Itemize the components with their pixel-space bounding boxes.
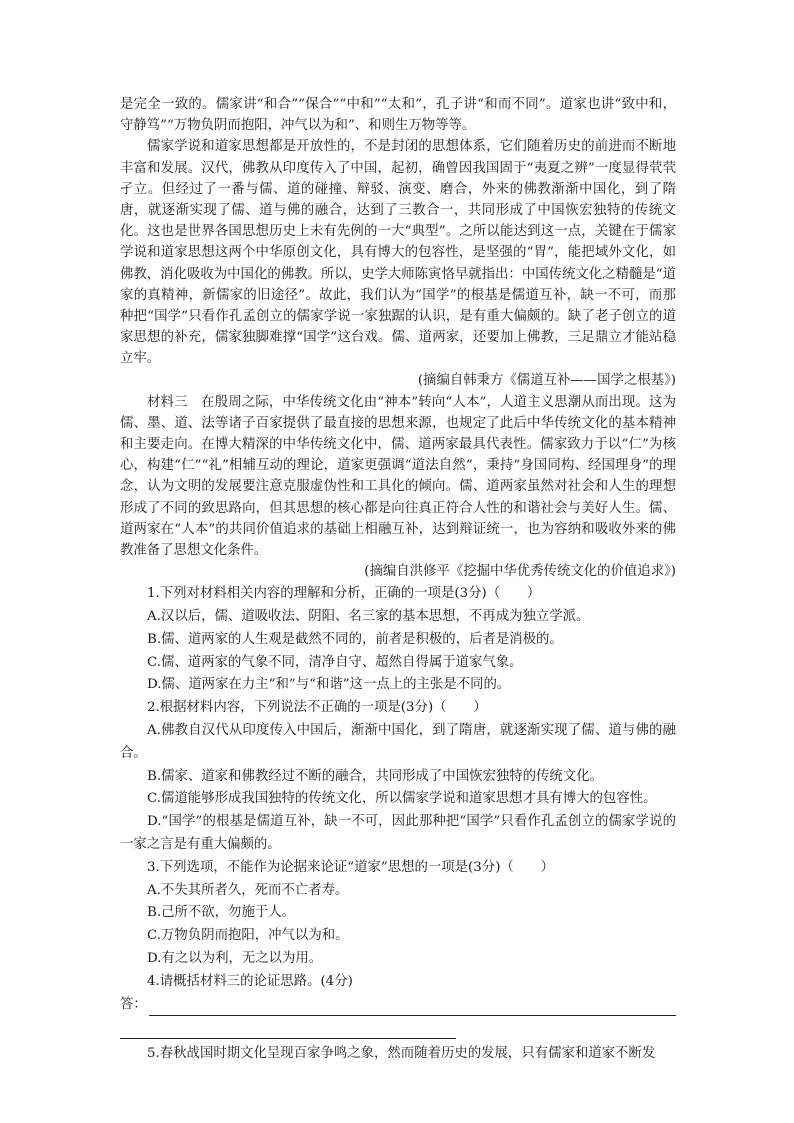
question-3-option-b[interactable]: B.己所不欲，勿施于人。 <box>147 905 296 921</box>
question-5 <box>120 1043 676 1066</box>
question-2 <box>120 697 676 857</box>
question-2-option-d[interactable]: D.“国学”的根基是儒道互补，缺一不可，因此那种把“国学”只看作孔孟创立的儒家学说的一家之言是有重大偏颇的。 <box>120 814 676 853</box>
question-3-option-d[interactable]: D.有之以为利，无之以为用。 <box>147 951 323 967</box>
material-three: 材料三 在殷周之际，中华传统文化由“神本”转向“人本”，人道主义思潮从而出现。这为儒、墨、道、法等诸子百家提供了最直接的思想来源，也规定了此后中华传统文化的基本精神和主要走向。在博大精深的中华传统文化中，儒、道两家最具代表性。儒家致力于以“仁”为核心，构建“仁”“礼”相辅互动的理论，道家更强调“道法自然”，秉持“身国同构、经国理身”的理念，认为文明的发展要注意克服虚伪性和工具化的倾向。儒、道两家虽然对社会和人生的理想形成了不同的致思路向，但其思想的核心都是向往真正符合人性的和谐社会与美好人生。儒、道两家在“人本”的共同价值追求的基础上相融互补，达到辩证统一，也为容纳和吸收外来的佛教准备了思想文化条件。 <box>120 394 676 559</box>
question-4-stem: 4.请概括材料三的论证思路。(4分) <box>147 973 353 989</box>
question-1-option-c[interactable]: C.儒、道两家的气象不同，清净自守、超然自得属于道家气象。 <box>147 654 523 670</box>
question-2-option-b[interactable]: B.儒家、道家和佛教经过不断的融合，共同形成了中国恢宏独特的传统文化。 <box>147 768 603 784</box>
question-1-option-b[interactable]: B.儒、道两家的人生观是截然不同的，前者是积极的，后者是消极的。 <box>147 631 563 647</box>
source-citation-2: (摘编自韩秉方《儒道互补——国学之根基》) <box>417 372 676 388</box>
answer-label: 答： <box>120 996 147 1012</box>
question-2-option-c[interactable]: C.儒道能够形成我国独特的传统文化，所以儒家学说和道家思想才具有博大的包容性。 <box>147 791 657 807</box>
question-4 <box>120 971 676 1039</box>
question-1-stem: 1.下列对材料相关内容的理解和分析，正确的一项是(3分)（ ） <box>147 586 541 602</box>
answer-area[interactable] <box>120 994 676 1016</box>
paragraph-2: 儒家学说和道家思想都是开放性的，不是封闭的思想体系，它们随着历史的前进而不断地丰富和发展。汉代，佛教从印度传入了中国，起初，确曾因我国固于“夷夏之辨”一度显得茕茕孑立。但经过了一番与儒、道的碰撞、辩驳、演变、磨合，外来的佛教渐渐中国化，到了隋唐，就逐渐实现了儒、道与佛的融合，达到了三教合一，共同形成了中国恢宏独特的传统文化。这也是世界各国思想历史上未有先例的一大“典型”。之所以能达到这一点，关键在于儒家学说和道家思想这两个中华原创文化，具有博大的包容性，是坚强的“胃”，能把域外文化，如佛教，消化吸收为中国化的佛教。所以，史学大师陈寅恪早就指出：中国传统文化之精髓是“道家的真精神，新儒家的旧途径”。故此，我们认为“国学”的根基是儒道互补，缺一不可，而那种把“国学”只看作孔孟创立的儒家学说一家独踞的认识，是有重大偏颇的。缺了老子创立的道家思想的补充，儒家独脚难撑“国学”这台戏。儒、道两家，还要加上佛教，三足鼎立才能站稳立牢。 <box>120 139 676 367</box>
question-5-stem: 5.春秋战国时期文化呈现百家争鸣之象，然而随着历史的发展，只有儒家和道家不断发 <box>147 1045 656 1061</box>
exam-page <box>120 94 676 1065</box>
question-3 <box>120 857 676 971</box>
question-1-option-d[interactable]: D.儒、道两家在力主“和”与“和谐”这一点上的主张是不同的。 <box>147 677 511 693</box>
question-2-stem: 2.根据材料内容，下列说法不正确的一项是(3分)（ ） <box>147 700 487 716</box>
question-1-option-a[interactable]: A.汉以后，儒、道吸收法、阴阳、名三家的基本思想，不再成为独立学派。 <box>147 609 590 625</box>
question-2-option-a[interactable]: A.佛教自汉代从印度传入中国后，渐渐中国化，到了隋唐，就逐渐实现了儒、道与佛的融合。 <box>120 723 676 761</box>
question-3-stem: 3.下列选项，不能作为论据来论证“道家”思想的一项是(3分)（ ） <box>147 859 554 875</box>
source-citation-3: (摘编自洪修平《挖掘中华优秀传统文化的价值追求》) <box>364 564 676 580</box>
answer-line[interactable] <box>149 1000 676 1016</box>
answer-line-short[interactable] <box>120 1016 456 1039</box>
question-3-option-a[interactable]: A.不失其所者久，死而不亡者寿。 <box>147 882 349 898</box>
paragraph-1: 是完全一致的。儒家讲“和合”“保合”“中和”“太和”，孔子讲“和而不同”。道家也讲“致中和，守静笃”“万物负阴而抱阳，冲气以为和”、和则生万物等等。 <box>120 97 676 134</box>
question-3-option-c[interactable]: C.万物负阴而抱阳，冲气以为和。 <box>147 928 349 944</box>
question-1 <box>120 583 676 697</box>
